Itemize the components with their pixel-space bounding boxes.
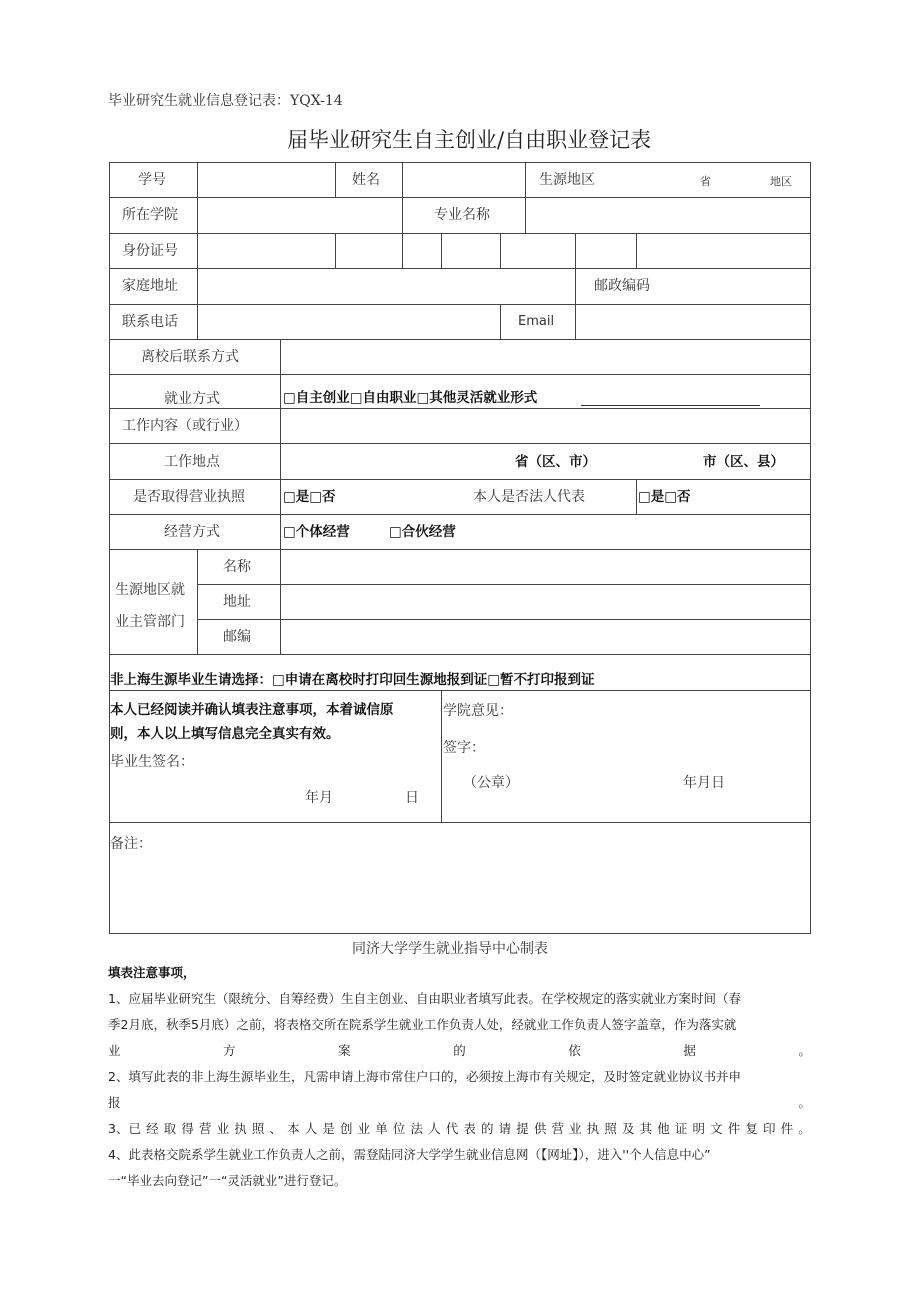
- row-divider: [109, 443, 811, 444]
- work-location-province: 省（区、市）: [515, 454, 596, 470]
- id-number-label: 身份证号: [122, 243, 178, 259]
- note-char: 件: [780, 1121, 794, 1136]
- made-by: 同济大学学生就业指导中心制表: [352, 941, 548, 957]
- note-4-line2: 一“毕业去向登记”一“灵活就业”进行登记。: [108, 1173, 347, 1188]
- form-code: 毕业研究生就业信息登记表：YQX-14: [108, 93, 343, 109]
- note-char: 3、已: [108, 1121, 141, 1136]
- work-location-city: 市（区、县）: [703, 454, 784, 470]
- note-char: 是: [322, 1121, 335, 1136]
- license-options[interactable]: □是□否: [283, 489, 336, 505]
- note-char: 照: [251, 1121, 265, 1136]
- phone-field[interactable]: [198, 305, 500, 339]
- email-label: Email: [518, 314, 555, 329]
- note-char: 、: [269, 1121, 282, 1136]
- student-date-ym: 年月: [305, 790, 333, 806]
- post-contact-field[interactable]: [281, 340, 810, 374]
- note-char: 。: [798, 1121, 811, 1136]
- license-label: 是否取得营业执照: [133, 489, 245, 505]
- student-signature-label: 毕业生签名：: [110, 754, 194, 770]
- row-divider: [109, 690, 811, 691]
- work-location-label: 工作地点: [164, 454, 220, 470]
- major-label: 专业名称: [434, 207, 490, 223]
- origin-region-label: 生源地区: [539, 172, 595, 188]
- note-char: 报: [108, 1095, 121, 1110]
- note-char: 创: [339, 1121, 353, 1136]
- note-char: 方: [223, 1043, 236, 1058]
- note-char: 业: [357, 1121, 371, 1136]
- postal-code-field[interactable]: [680, 269, 810, 304]
- college-sign-label: 签字：: [443, 740, 485, 756]
- note-char: 表: [463, 1121, 476, 1136]
- id-number-field[interactable]: [198, 234, 810, 268]
- other-mode-underline[interactable]: [581, 405, 760, 406]
- authority-name-label: 名称: [223, 559, 251, 575]
- note-2-line2: [108, 1090, 811, 1116]
- note-char: 得: [181, 1121, 194, 1136]
- authority-label-line1: 生源地区就: [115, 582, 185, 598]
- note-char: 其: [639, 1121, 653, 1136]
- student-signature-field[interactable]: [200, 748, 430, 770]
- student-date-d: 日: [405, 790, 419, 806]
- note-1-line2: 季2月底，秋季5月底）之前，将表格交所在院系学生就业工作负责人处，经就业工作负责人签字盖章，作为落实就: [108, 1017, 737, 1032]
- col-divider: [500, 304, 501, 339]
- note-char: 他: [657, 1121, 670, 1136]
- email-field[interactable]: [576, 305, 810, 339]
- note-char: 执: [586, 1121, 600, 1136]
- note-char: 营: [198, 1121, 212, 1136]
- note-2-line1: 2、填写此表的非上海生源毕业生，凡需申请上海市常住户口的，必须按上海市有关规定，及时签定就业协议书并申: [108, 1069, 741, 1084]
- note-char: 本: [287, 1121, 300, 1136]
- note-char: 照: [604, 1121, 617, 1136]
- note-char: 人: [428, 1121, 441, 1136]
- note-char: 业: [569, 1121, 582, 1136]
- note-1-line1: 1、应届毕业研究生（限统分、自筹经费）生自主创业、自由职业者填写此表。在学校规定的落实就业方案时间（春: [108, 991, 741, 1006]
- operation-option-partnership[interactable]: □合伙经营: [389, 524, 456, 540]
- note-char: 业: [216, 1121, 230, 1136]
- province-label: 省: [700, 175, 711, 188]
- student-id-label: 学号: [138, 172, 166, 188]
- authority-address-field[interactable]: [281, 585, 810, 619]
- authority-address-label: 地址: [223, 594, 251, 610]
- col-divider: [636, 479, 637, 514]
- note-char: 件: [727, 1121, 741, 1136]
- note-char: 单: [375, 1121, 388, 1136]
- note-char: 请: [498, 1121, 512, 1136]
- page-title: 届毕业研究生自主创业/自由职业登记表: [287, 128, 652, 152]
- note-char: 代: [445, 1121, 459, 1136]
- note-char: 执: [234, 1121, 247, 1136]
- row-divider: [109, 514, 811, 515]
- college-opinion-field[interactable]: [520, 697, 805, 727]
- legal-rep-label: 本人是否法人代表: [473, 489, 585, 505]
- note-char: 据: [683, 1043, 696, 1058]
- note-char: 案: [338, 1043, 351, 1058]
- note-char: 依: [568, 1043, 581, 1058]
- note-char: 复: [745, 1121, 758, 1136]
- college-label: 所在学院: [122, 207, 178, 223]
- note-char: 。: [798, 1043, 811, 1058]
- table-border-right: [810, 162, 811, 933]
- note-3: [108, 1116, 811, 1142]
- note-char: 营: [551, 1121, 564, 1136]
- employment-mode-label: 就业方式: [164, 391, 220, 407]
- note-char: 明: [692, 1121, 705, 1136]
- origin-province-field[interactable]: [600, 163, 695, 197]
- note-char: 提: [516, 1121, 529, 1136]
- note-char: 证: [674, 1121, 688, 1136]
- note-char: 业: [108, 1043, 121, 1058]
- table-border-bottom: [109, 933, 811, 934]
- note-char: 。: [798, 1095, 811, 1110]
- note-1-line3: [108, 1038, 811, 1064]
- authority-label-line2: 业主管部门: [115, 614, 185, 630]
- name-label: 姓名: [352, 172, 380, 188]
- table-border-left: [109, 162, 110, 933]
- name-field[interactable]: [403, 163, 525, 197]
- note-char: 取: [163, 1121, 177, 1136]
- row-divider: [109, 654, 811, 655]
- notes-title: 填表注意事项，: [108, 965, 196, 980]
- college-date: 年月日: [683, 775, 725, 791]
- authority-postcode-field[interactable]: [281, 620, 810, 654]
- home-address-label: 家庭地址: [122, 278, 178, 294]
- legal-rep-options[interactable]: □是□否: [638, 489, 691, 505]
- note-char: 的: [453, 1043, 466, 1058]
- remarks-field[interactable]: [110, 856, 810, 932]
- note-char: 位: [392, 1121, 406, 1136]
- col-divider: [441, 690, 442, 822]
- note-char: 的: [480, 1121, 494, 1136]
- college-field[interactable]: [198, 198, 402, 233]
- note-4-line1: 4、此表格交院系学生就业工作负责人之前，需登陆同济大学学生就业信息网（【网址】），进入''个人信息中心”: [108, 1147, 711, 1162]
- phone-label: 联系电话: [122, 314, 178, 330]
- postal-code-label: 邮政编码: [594, 278, 650, 294]
- non-shanghai-choice[interactable]: 非上海生源毕业生请选择：□申请在离校时打印回生源地报到证□暂不打印报到证: [110, 672, 595, 688]
- authority-name-field[interactable]: [281, 550, 810, 584]
- post-contact-label: 离校后联系方式: [141, 349, 239, 365]
- work-content-label: 工作内容（或行业）: [122, 418, 248, 434]
- note-char: 经: [146, 1121, 159, 1136]
- declaration-line2: 则，本人以上填写信息完全真实有效。: [110, 726, 340, 742]
- home-address-field[interactable]: [198, 269, 575, 304]
- note-char: 供: [533, 1121, 547, 1136]
- note-char: 法: [410, 1121, 423, 1136]
- authority-postcode-label: 邮编: [223, 629, 251, 645]
- note-char: 印: [762, 1121, 776, 1136]
- region-label: 地区: [770, 175, 792, 188]
- declaration-line1: 本人已经阅读并确认填表注意事项，本着诚信原: [110, 702, 394, 718]
- work-content-field[interactable]: [281, 409, 810, 443]
- note-char: 文: [710, 1121, 723, 1136]
- row-divider: [109, 822, 811, 823]
- note-char: 及: [621, 1121, 635, 1136]
- row-divider: [109, 479, 811, 480]
- col-divider: [197, 549, 198, 654]
- student-id-field[interactable]: [198, 163, 335, 197]
- operation-option-individual[interactable]: □个体经营: [283, 524, 350, 540]
- origin-region-field[interactable]: [715, 163, 767, 197]
- major-field[interactable]: [526, 198, 810, 233]
- col-divider: [335, 162, 336, 197]
- row-divider: [109, 374, 811, 375]
- college-seal-label: （公章）: [463, 775, 519, 791]
- employment-mode-options[interactable]: □自主创业□自由职业□其他灵活就业形式: [283, 390, 538, 406]
- filling-notes: [108, 960, 811, 1194]
- operation-label: 经营方式: [164, 524, 220, 540]
- remarks-label: 备注：: [110, 836, 152, 852]
- college-opinion-label: 学院意见：: [443, 703, 513, 719]
- note-char: 人: [304, 1121, 318, 1136]
